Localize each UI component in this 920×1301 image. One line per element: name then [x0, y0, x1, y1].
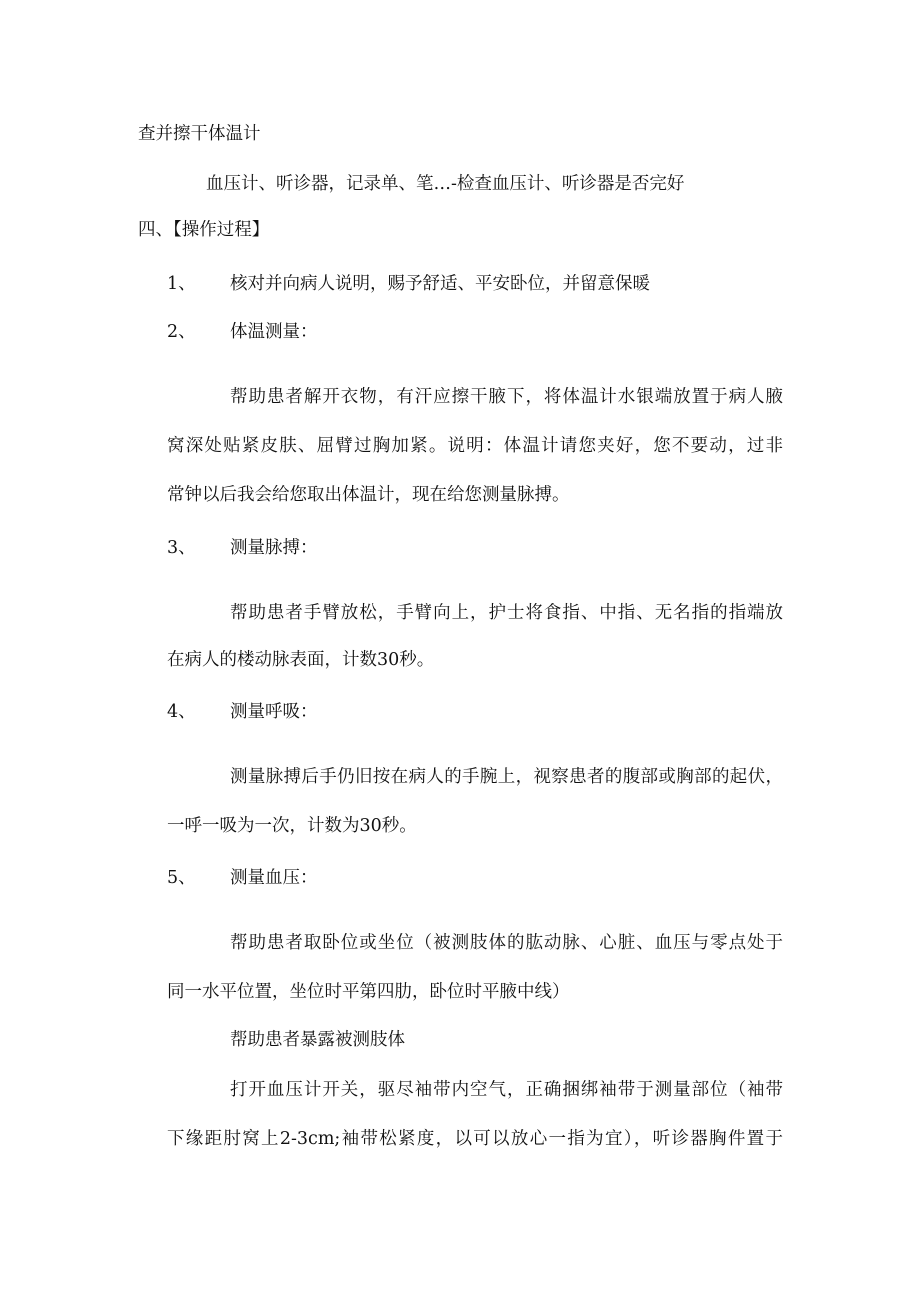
- paragraph-pulse-line-2: 在病人的楼动脉表面，计数30秒。: [167, 650, 435, 670]
- step-title-respiration: 测量呼吸：: [230, 702, 318, 722]
- step-title-blood-pressure: 测量血压：: [230, 868, 318, 888]
- paragraph-pulse-line-1: 帮助患者手臂放松，手臂向上，护士将食指、中指、无名指的指端放: [230, 603, 783, 623]
- step-number-5: 5、: [167, 868, 196, 888]
- step-title-pulse: 测量脉搏：: [230, 538, 318, 558]
- step-number-4: 4、: [167, 702, 196, 722]
- section-heading-operation-process: 四、【操作过程】: [138, 220, 270, 240]
- paragraph-bp-cuff-line-1: 打开血压计开关，驱尽袖带内空气，正确捆绑袖带于测量部位（袖带: [230, 1080, 783, 1100]
- step-number-2: 2、: [167, 322, 196, 342]
- paragraph-bp-line-2: 同一水平位置，坐位时平第四肋，卧位时平腋中线）: [167, 982, 570, 1002]
- step-number-3: 3、: [167, 538, 196, 558]
- paragraph-temperature-line-3: 常钟以后我会给您取出体温计，现在给您测量脉搏。: [167, 485, 570, 505]
- step-text-1: 核对并向病人说明，赐予舒适、平安卧位，并留意保暖: [230, 274, 650, 294]
- paragraph-respiration-line-1: 测量脉搏后手仍旧按在病人的手腕上，视察患者的腹部或胸部的起伏，: [230, 767, 783, 787]
- paragraph-respiration-line-2: 一呼一吸为一次，计数为30秒。: [167, 816, 417, 836]
- paragraph-temperature-line-1: 帮助患者解开衣物，有汗应擦干腋下，将体温计水银端放置于病人腋: [230, 387, 783, 407]
- paragraph-bp-line-1: 帮助患者取卧位或坐位（被测肢体的肱动脉、心脏、血压与零点处于: [230, 933, 783, 953]
- paragraph-temperature-line-2: 窝深处贴紧皮肤、屈臂过胸加紧。说明：体温计请您夹好，您不要动，过非: [167, 436, 783, 456]
- step-title-temperature: 体温测量：: [230, 322, 318, 342]
- paragraph-bp-cuff-line-2: 下缘距肘窝上2-3cm;袖带松紧度，以可以放心一指为宜），听诊器胸件置于: [167, 1129, 783, 1149]
- text-line-check-thermometer: 查并擦干体温计: [138, 124, 261, 144]
- text-line-equipment: 血压计、听诊器，记录单、笔…-检查血压计、听诊器是否完好: [206, 174, 685, 194]
- step-number-1: 1、: [167, 274, 196, 294]
- paragraph-bp-expose-limb: 帮助患者暴露被测肢体: [230, 1030, 405, 1050]
